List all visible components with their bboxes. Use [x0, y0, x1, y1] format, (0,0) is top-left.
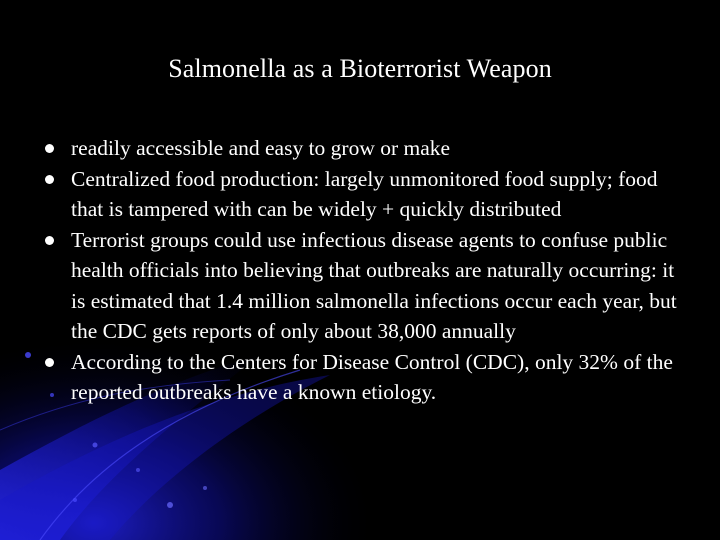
- bullet-item: [45, 164, 685, 225]
- bullet-dot-icon: [45, 358, 54, 367]
- bullet-dot-icon: [45, 236, 54, 245]
- bullet-text: Terrorist groups could use infectious disease agents to confuse public health officials into believing that outbreaks are naturally occurring: it is estimated that 1.4 million salmonella infections occur each year, but the CDC gets reports of only about 38,000 annually: [71, 227, 677, 343]
- bullet-item: [45, 225, 685, 347]
- bullet-list: [45, 133, 685, 408]
- bullet-text: readily accessible and easy to grow or make: [71, 136, 451, 160]
- bullet-text: Centralized food production: largely unmonitored food supply; food that is tampered with can be widely + quickly distributed: [71, 166, 658, 221]
- slide-title: Salmonella as a Bioterrorist Weapon: [168, 54, 552, 83]
- bullet-item: [45, 133, 685, 164]
- bullet-dot-icon: [45, 144, 54, 153]
- bullet-item: [45, 347, 685, 408]
- bullet-dot-icon: [45, 175, 54, 184]
- bullet-text: According to the Centers for Disease Control (CDC), only 32% of the reported outbreaks have a known etiology.: [71, 349, 673, 404]
